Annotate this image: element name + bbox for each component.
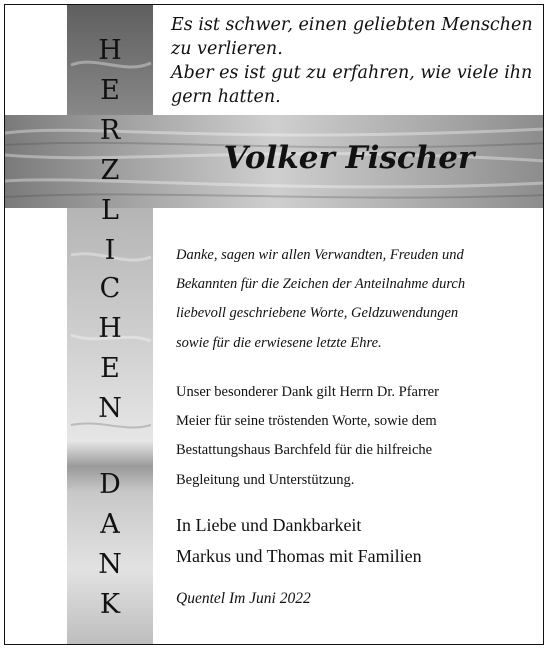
paragraph-line: sowie für die erwiesene letzte Ehre. bbox=[176, 334, 382, 351]
vertical-letter: N bbox=[98, 393, 122, 424]
vertical-letter: H bbox=[98, 35, 122, 66]
vertical-letter: C bbox=[99, 273, 121, 304]
paragraph-line: Bekannten für die Zeichen der Anteilnahme durch bbox=[176, 276, 466, 293]
quote-line: zu verlieren. bbox=[171, 39, 283, 59]
obituary-card bbox=[4, 4, 544, 645]
closing-signature bbox=[176, 510, 536, 572]
thanks-paragraph bbox=[176, 241, 536, 358]
vertical-letter: E bbox=[100, 353, 120, 384]
paragraph-line: liebevoll geschriebene Worte, Geldzuwendungen bbox=[176, 305, 459, 322]
vertical-letter: N bbox=[98, 549, 122, 580]
quote-line: Aber es ist gut zu erfahren, wie viele ihn bbox=[171, 63, 533, 83]
quote-line: gern hatten. bbox=[171, 87, 281, 107]
paragraph-line: Bestattungshaus Barchfeld für die hilfreiche bbox=[176, 442, 433, 459]
vertical-letter: H bbox=[98, 313, 122, 344]
deceased-name: Volker Fischer bbox=[223, 140, 475, 176]
vertical-letter: I bbox=[104, 235, 116, 266]
vertical-letter: L bbox=[101, 195, 119, 226]
vertical-letter: R bbox=[99, 115, 121, 146]
paragraph-line: Unser besonderer Dank gilt Herrn Dr. Pfarrer bbox=[176, 384, 439, 400]
vertical-letter: E bbox=[100, 75, 120, 106]
closing-line: In Liebe und Dankbarkeit bbox=[176, 515, 362, 535]
white-panel-top-left bbox=[5, 5, 67, 115]
closing-line: Markus und Thomas mit Familien bbox=[176, 546, 422, 566]
place-and-date: Quentel Im Juni 2022 bbox=[176, 590, 311, 607]
memorial-quote bbox=[171, 13, 541, 109]
vertical-letter: Z bbox=[100, 155, 120, 186]
white-panel-bottom-left bbox=[5, 208, 67, 645]
paragraph-line: Begleitung und Unterstützung. bbox=[176, 471, 355, 488]
paragraph-line: Danke, sagen wir allen Verwandten, Freuden und bbox=[176, 247, 464, 263]
paragraph-line: Meier für seine tröstenden Worte, sowie dem bbox=[176, 413, 437, 430]
vertical-letter: A bbox=[100, 509, 120, 540]
vertical-letter: K bbox=[99, 589, 121, 620]
special-thanks-paragraph bbox=[176, 378, 536, 495]
quote-line: Es ist schwer, einen geliebten Menschen bbox=[171, 15, 533, 35]
vertical-letter: D bbox=[99, 469, 121, 500]
